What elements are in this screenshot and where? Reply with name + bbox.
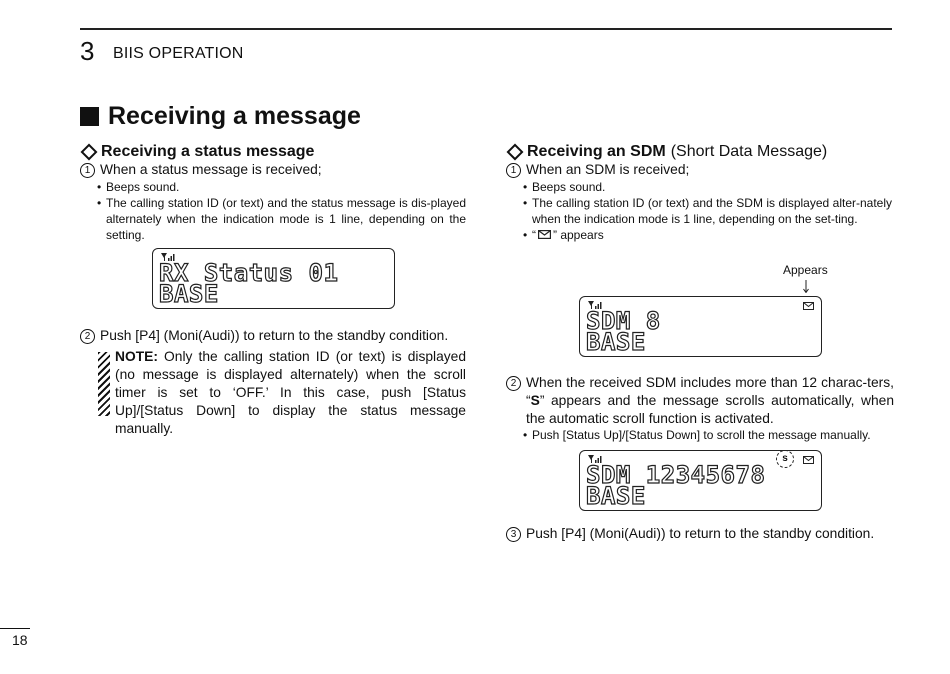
footer-rule	[0, 628, 30, 629]
note-block	[98, 348, 466, 438]
left-step-1-bullets	[97, 179, 466, 243]
scroll-s-icon: s	[776, 450, 794, 468]
diamond-icon	[81, 144, 98, 161]
step-number: 2	[506, 376, 521, 391]
lcd-line-2: BASE	[159, 280, 219, 308]
page-number: 18	[12, 632, 28, 648]
step-number: 3	[506, 527, 521, 542]
section-title	[80, 100, 361, 132]
right-step-2-text: When the received SDM includes more than 12 charac-ters, “S” appears and the message scrolls automatically, when the automatic scroll function is activated.	[526, 375, 894, 426]
right-step-2	[506, 374, 894, 428]
right-step-1	[506, 161, 896, 179]
note-body: Only the calling station ID (or text) is displayed (no message is displayed alternately) when the scroll timer is set to ‘OFF.’ In this case, push [Status Up]/[Status Down] to display the status message manually.	[115, 349, 466, 436]
chapter-title: BIIS OPERATION	[113, 45, 244, 62]
lcd-line-2: BASE	[586, 328, 646, 356]
lcd-line-2: BASE	[586, 482, 646, 510]
bullet-item: • Beeps sound.	[523, 180, 606, 194]
scroll-s-glyph: S	[530, 393, 540, 408]
lcd-line-1: RX Status 01	[159, 259, 339, 287]
right-step-3-text: Push [P4] (Moni(Audi)) to return to the standby condition.	[526, 526, 875, 541]
envelope-icon	[803, 302, 814, 310]
left-step-1	[80, 161, 470, 179]
diamond-icon	[507, 144, 524, 161]
left-step-1-text: When a status message is received;	[100, 162, 322, 177]
arrow-down-icon	[803, 280, 809, 293]
step-number: 2	[80, 329, 95, 344]
step-number: 1	[80, 163, 95, 178]
right-step-1-text: When an SDM is received;	[526, 162, 690, 177]
lcd-line-1: SDM 8	[586, 307, 661, 335]
envelope-icon	[538, 230, 551, 239]
right-step-3	[506, 525, 896, 543]
note-text	[115, 348, 466, 438]
right-subtitle-normal: (Short Data Message)	[670, 143, 828, 160]
lcd-display-sdm-short	[579, 296, 822, 357]
right-step-2-bullet	[523, 427, 895, 443]
header-rule	[80, 28, 892, 30]
right-subtitle	[506, 142, 827, 162]
left-step-2	[80, 327, 470, 345]
lcd-line-1: SDM 12345678	[586, 461, 766, 489]
bullet-item: • The calling station ID (or text) and the SDM is displayed alter-nately when the indication mode is 1 line, depending on the set-ting.	[523, 196, 892, 226]
appears-label: Appears	[783, 263, 828, 277]
section-title-text: Receiving a message	[108, 102, 361, 130]
chapter-number: 3	[80, 36, 95, 66]
square-bullet-icon	[80, 107, 99, 126]
bullet-item: • Push [Status Up]/[Status Down] to scroll the message manually.	[523, 428, 871, 442]
right-step-1-bullets	[523, 179, 892, 243]
right-subtitle-bold: Receiving an SDM	[527, 143, 666, 160]
step-number: 1	[506, 163, 521, 178]
left-step-2-text: Push [P4] (Moni(Audi)) to return to the standby condition.	[100, 328, 449, 343]
bullet-item: • “ ” appears	[523, 228, 604, 242]
left-subtitle	[80, 142, 314, 162]
note-label: NOTE:	[115, 349, 158, 364]
lcd-display-sdm-scroll	[579, 450, 822, 511]
lcd-display-status	[152, 248, 395, 309]
note-hatch-icon	[98, 352, 110, 416]
left-subtitle-text: Receiving a status message	[101, 143, 315, 160]
envelope-icon	[803, 456, 814, 464]
bullet-item: • The calling station ID (or text) and the status message is dis-played alternately when the indication mode is 1 line, depending on the setting.	[97, 196, 466, 242]
bullet-item: • Beeps sound.	[97, 180, 180, 194]
